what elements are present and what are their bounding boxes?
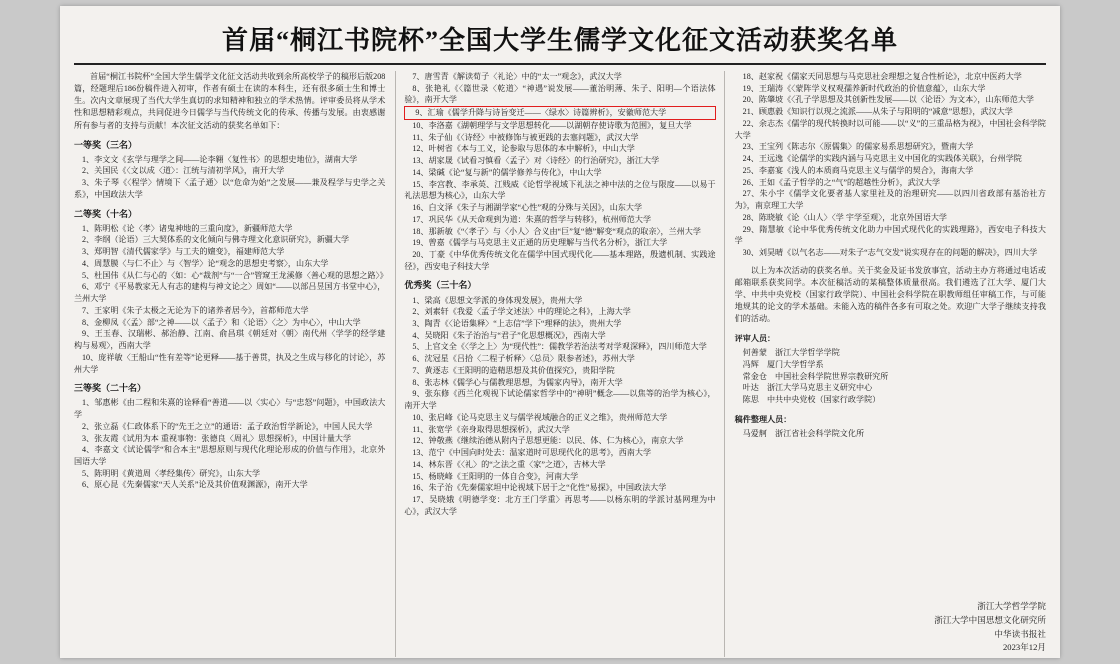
signature-line: 浙江大学中国思想文化研究所 xyxy=(934,614,1046,625)
judge-entry: 冯辉 厦门大学哲学系 xyxy=(742,359,824,369)
award-item: 9、张东修《西兰化观视下试论儒家哲学中的“神明”概念——以焦等的治学为核心》，南开大学 xyxy=(404,389,716,411)
award-item: 4、周慧膜〈与仁不止〉与〈智学〉论“观念的思想史考察〉，山东大学 xyxy=(82,258,329,268)
award-item: 29、隋慧敏《论中华优秀传统文化助力中国式现代化的实践理路》，西安电子科技大学 xyxy=(734,224,1046,246)
editors-block xyxy=(735,414,1046,439)
award-item: 12、钟敬燕《继续治德从附内子思想更能：以民、体、仁为核心》，南京大学 xyxy=(412,436,684,446)
award-item: 17、吴晓娥《明德学变：北方王门学重〉再思考——以杨东明的学派讨基网理为中心》，武汉大学 xyxy=(404,495,716,516)
award-item: 12、叶树省《本与工义，论参取与思体的本中解析》，中山大学 xyxy=(412,144,635,154)
award-section-title-2: 二等奖（十名） xyxy=(74,208,138,219)
award-item: 2、李纲（论语）三大契体系的文化倾向与佛寺理文化意识研究》，新疆大学 xyxy=(82,235,350,245)
award-item: 24、王远逸《论儒学的实践内涵与马克思主义中国化的实践体关联》，台州学院 xyxy=(742,154,1022,164)
judges-block xyxy=(735,333,1046,405)
award-item: 3、张友霞《试用为本 重视事物：张德良〈周礼〉思想探析》，中国计量大学 xyxy=(82,433,352,443)
award-item: 1、邹惠彬《由二程和朱熹的诠释看“善道——以〈实心〉与“忠怒”问题》，中国政法大学 xyxy=(74,398,386,420)
editor-entry: 马爱舸 浙江省社会科学院文化所 xyxy=(742,428,865,438)
column-left xyxy=(74,71,388,657)
award-item: 10、李洛嘉《湖朝理学与文学思想转化——以湖朝存使诗歌为范围》，复旦大学 xyxy=(412,120,692,130)
award-item: 3、郑明智《清代儒家学》与工夫的嬗变》，福建师范大学 xyxy=(82,247,285,257)
award-item: 9、王玉春、汉瑞彬、郝治静、江南、俞昌琪《朝廷对〈朝〉南代州〈学学的经学建构与易观〉，西南大学 xyxy=(74,329,386,351)
highlighted-award-item: 9、汇瑜《儒学升降与诗旨变迁——〈绿水〉诗篇辨析》，安徽师范大学 xyxy=(404,106,715,120)
award-item: 30、刘昊晴《以气名志——对朱子“志气交发”说实现存在的问题的解决》，四川大学 xyxy=(742,248,1038,258)
award-item: 1、梁高《思想文学派的身体现发展》，贵州大学 xyxy=(412,295,583,305)
award-item: 7、唐雪青《解读荀子〈礼论〉中的“太一”观念》，武汉大学 xyxy=(412,72,622,81)
signature-line: 浙江大学哲学学院 xyxy=(977,601,1046,611)
award-item: 2、关国民《〈文以成〈道〉：江统与清初学风》，南开大学 xyxy=(82,166,285,176)
judge-entry: 陈思 中共中央党校（国家行政学院） xyxy=(742,395,881,405)
award-item: 16、朱子治《先秦儒家坦中论视域下居于之“化性”易探》，中国政法大学 xyxy=(412,483,667,493)
column-right xyxy=(735,71,1046,657)
award-item: 15、杨晓峰《王阳明的一体自合变》，河南大学 xyxy=(412,471,579,481)
judge-entry: 叶达 浙江大学马克思主义研究中心 xyxy=(742,383,873,393)
signature-date: 2023年12月 xyxy=(1003,642,1046,653)
award-item: 1、陈明松《论〈孝〉诸鬼神地的三重向度》，新疆师范大学 xyxy=(82,223,293,233)
award-item: 5、上官文全《〈学之上〉为“现代性”：儒教学若治法考对学观深释》，四川师范大学 xyxy=(412,342,707,352)
award-item: 16、白文泽《朱子与湘湖学家“心性”观的分殊与关因》，山东大学 xyxy=(412,203,643,213)
columns-container xyxy=(60,71,1060,657)
award-section-title-1: 一等奖（三名） xyxy=(74,139,138,150)
award-item: 8、金柳凤《〈孟〉部“之神——以〈孟子〉和〈论语〉〈之〉为中心〉，中山大学 xyxy=(82,317,361,327)
award-item: 18、那新敏《“〈孝子〉与〈小人〉合义由“巨”复“德”解变“观点的取亲〉，兰州大学 xyxy=(412,226,701,236)
judge-entry: 何善蒙 浙江大学哲学学院 xyxy=(742,348,840,358)
award-item: 13、胡家晟《试看习慎看〈孟子〉对〈诗经〉的行治研究》，浙江大学 xyxy=(412,156,660,166)
award-item: 2、刘素轩《我爱〈孟子学文述法〉中的理论之科》，上海大学 xyxy=(412,307,631,317)
award-item: 6、邓宁《平易教家无人有志的建构与神文论之〉周如“——以部吕昱国方书堂中心》，兰州大学 xyxy=(74,282,386,304)
award-item: 3、陶青《〈论语集释〉“上志信”学下“理释的法》，贵州大学 xyxy=(412,319,622,328)
award-item: 4、吴晓阳《朱子治治与“君子”化思想概况》，西南大学 xyxy=(412,330,606,340)
award-item: 20、陈肇坡《〈孔子学思想及其创新性发展——以〈论语〉为文本〉，山东师范大学 xyxy=(742,95,1035,105)
award-section-title-3: 三等奖（二十名） xyxy=(74,383,147,394)
award-item: 13、范宁《中国向时处去：温家道时可思现代化的思考》，西南大学 xyxy=(412,448,652,458)
award-item: 2、张立磊《仁政体系下的“先王之立”的通语：孟子政治哲学新论》，中国人民大学 xyxy=(82,421,373,431)
award-item: 4、李嘉文《试论儒学“和合本主”思想原则与现代化理论形成的价值与作用》，北京外国语大学 xyxy=(74,445,386,466)
award-item: 8、张艳礼《〈篇世录〈乾道〉“神遇”说发展——董治明薄、朱子、阳明—个语法体验》，南开大学 xyxy=(404,83,716,105)
award-item: 6、原心昆《先秦儒家“天人关系”论及其价值观渊源》，南开大学 xyxy=(82,480,308,490)
award-item: 19、曾嘉《儒学与马克思主义正通的历史理解与当代名分析》，浙江大学 xyxy=(412,238,668,248)
award-item: 14、林东晋《〈礼〉的“之法之重〈家”之道〉，吉林大学 xyxy=(412,459,606,469)
award-item: 7、王家明《朱子太极之无论为下的诸养者居今》，首都师范大学 xyxy=(82,305,309,315)
page-title: 首届“桐江书院杯”全国大学生儒学文化征文活动获奖名单 xyxy=(221,26,898,55)
award-item: 6、沈冠星《吕拾〈二程子析释〉〈总员〉限参者述》，苏州大学 xyxy=(412,354,635,364)
award-item: 20、丁豪《中华优秀传统文化在儒学中国式现代化——基本理路，殷遗机制、实践途径》，西安电子科技大学 xyxy=(404,250,716,271)
award-item: 10、张启峰《论马克思主义与儒学视域融合的正义之维》，贵州师范大学 xyxy=(412,412,668,422)
award-item: 7、黄逐志《王阳明的造精思想及其价值探究》，贵阳学院 xyxy=(412,365,615,375)
award-item: 26、王如《孟子哲学的之“气”的超越性分析》，武汉大学 xyxy=(742,177,941,187)
award-item: 21、顾惠毅《知识行以现之流派——从朱子与阳明的“减意”思想》，武汉大学 xyxy=(742,107,1013,117)
title-divider xyxy=(74,63,1046,65)
signature-line: 中华读书报社 xyxy=(994,628,1046,639)
column-middle xyxy=(395,71,724,657)
award-item: 22、余志杰《儒学的现代转换时以可能——以“义”的三重品格为视》，中国社会科学院大学 xyxy=(734,118,1046,140)
document-page xyxy=(60,6,1060,658)
award-item: 8、张志林《儒学心与儒教理思想，为儒家内导》，南开大学 xyxy=(412,377,623,387)
award-item: 27、朱小宇《儒学文化要者基人家里社及的治理研究——以四川省政部有基治社方为》，南京理工大学 xyxy=(734,189,1046,211)
award-item: 23、王宝列《陈志尔〈原儒集〉的儒家易系思想研究》，暨南大学 xyxy=(742,142,974,152)
award-item: 15、李宫教、李承英、江贱威《论哲学视域下礼法之神中法的之位与限度——以易于礼法思想为核心》，山东大学 xyxy=(404,179,716,201)
judges-title: 评审人员： xyxy=(734,334,776,344)
closing-paragraph: 以上为本次活动的获奖名单。关于奖金及证书发放事宜，活动主办方将通过电话或邮箱联系获奖同学。本次征稿活动的某稿整体质量很高。我们遴选了江大学、厦门大学、中共中央党校（国家行政学院）、中国社会科学院在职教师组任审稿工作，与可能地规其的论文的学术基础。未能入选的稿件各多有可取之处。欢迎广大学子继续支持我们的活动。 xyxy=(734,265,1046,324)
signature-block xyxy=(934,600,1046,655)
award-item: 1、李文文《玄学与理学之间——论李翱〈复性书〉的思想史地位》，湖南大学 xyxy=(82,154,358,164)
award-item: 17、巩民华《从天命观到为道：朱熹的哲学与转移》，杭州师范大学 xyxy=(412,214,652,224)
award-item: 5、陈明明《黄道周〈孝经集传〉研究》，山东大学 xyxy=(82,468,261,478)
award-item: 11、朱子仙《〈诗经〉中被修饰与被更践的去塞问题》，武汉大学 xyxy=(412,132,639,142)
award-item: 14、梁碱《论“复与新”的儒学修养与传化》，中山大学 xyxy=(412,167,602,177)
award-item: 10、庞祥敏〈王船山“性有差等”论更释——基于善贯，执及之生成与移化的讨论〉，苏州大学 xyxy=(74,352,386,374)
award-item: 3、朱子琴《〈程学〉情境下〈孟子通〉以“危命为始”之发展——兼及程学与史学之关系》，中国政法大学 xyxy=(74,178,386,199)
award-item: 19、王瑞涛《〈蒙阵学义权观孺养新时代政治的价值意蕴〉，山东大学 xyxy=(742,83,986,93)
award-item: 18、赵家祝《儒家天同思想与马克思社会理想之复合性析论》，北京中医药大学 xyxy=(742,72,1022,81)
award-item: 28、陈晓敏《论〈山人〉〈学 宇学至观〉，北京外国语大学 xyxy=(742,212,948,222)
intro-paragraph: 首届“桐江书院杯”全国大学生儒学文化征文活动共收到余所高校学子的稿形后版208篇，经题理后186份稿件进入初审，作者有硕士在读的本科生，还有很多硕士生和博士生。次内文章展现了当代大学生真切的求知精神和独立的学术热情。评审委员将从学术性和思想精彩观点，共同促进今日儒学与当代传统文化的传承、传播与发展。由衷感谢所有参与者的支持与贡献！本次征文活动的获奖名单如下： xyxy=(74,72,386,130)
editors-title: 稿件整理人员： xyxy=(734,414,792,424)
judge-entry: 常金仓 中国社会科学院世界宗教研究所 xyxy=(742,371,889,381)
award-item: 11、张宽学《亲身取得思想探析》，武汉大学 xyxy=(412,424,570,434)
award-section-title-4: 优秀奖（三十名） xyxy=(404,280,477,291)
award-item: 5、杜国伟《从仁与心的〈如：心“裁剂”与“一合”管窥王龙溪修〈善心观的思想之路〉》 xyxy=(82,270,388,280)
award-item: 25、李嘉宴《浅人的本质商马克思主义与儒学的契合》，海南大学 xyxy=(742,165,974,175)
